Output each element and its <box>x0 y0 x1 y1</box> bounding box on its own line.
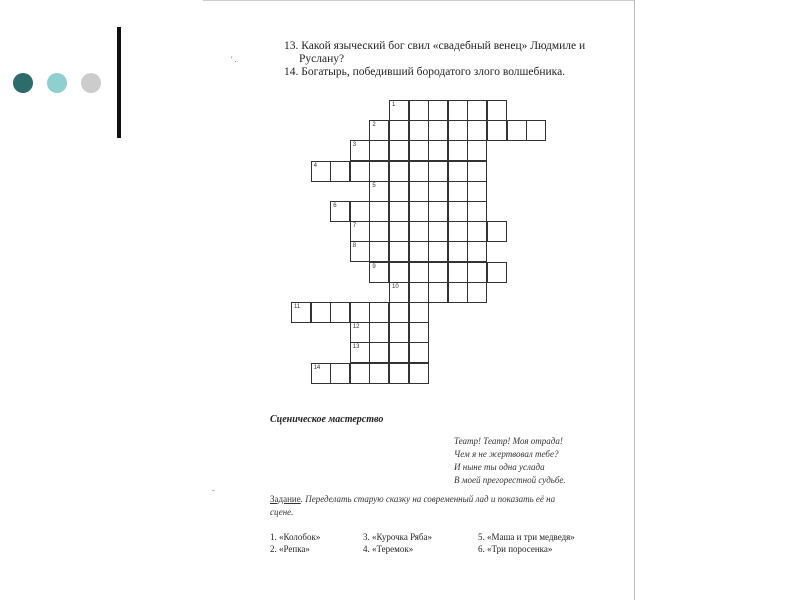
crossword-cell <box>428 120 448 141</box>
crossword-cell <box>428 161 448 182</box>
crossword-cell <box>369 342 389 363</box>
question-13-cont: Руслану? <box>299 53 345 65</box>
crossword-cell <box>467 262 487 283</box>
crossword-cell <box>330 363 350 384</box>
crossword-cell <box>311 302 331 323</box>
poem-line-2: Чем я не жертвовал тебе? <box>454 449 559 459</box>
crossword-cell <box>389 262 409 283</box>
crossword-cell <box>369 140 389 161</box>
crossword-cell <box>350 363 370 384</box>
crossword-clue-number: 1 <box>392 102 396 108</box>
crossword-clue-number: 14 <box>313 364 321 371</box>
story-1: 1. «Колобок» <box>270 532 321 542</box>
scan-speck: - <box>212 486 215 495</box>
crossword-cell <box>428 241 448 262</box>
crossword-cell <box>467 161 487 182</box>
crossword-cell <box>409 120 429 141</box>
crossword-cell <box>467 120 487 141</box>
crossword-cell <box>350 302 370 323</box>
crossword-clue-number: 10 <box>392 283 399 290</box>
crossword-cell <box>330 161 350 182</box>
crossword-cell <box>389 363 409 384</box>
crossword-cell <box>448 100 468 121</box>
task-label: Задание <box>270 494 301 504</box>
crossword-cell <box>330 302 350 323</box>
crossword-cell <box>409 161 429 182</box>
task-text-line-1: . Переделать старую сказку на современный лад и показать её на <box>300 494 556 504</box>
story-5: 5. «Маша и три медведя» <box>478 532 575 542</box>
crossword-cell <box>369 201 389 222</box>
crossword-cell <box>389 201 409 222</box>
crossword-cell <box>389 221 409 242</box>
crossword-cell <box>448 140 468 161</box>
crossword-cell <box>409 322 429 343</box>
crossword-cell <box>409 241 429 262</box>
crossword-cell <box>428 100 448 121</box>
crossword-cell <box>389 120 409 141</box>
crossword-cell <box>448 241 468 262</box>
crossword-cell <box>487 221 507 242</box>
crossword-cell <box>369 363 389 384</box>
crossword-cell <box>350 201 370 222</box>
crossword-clue-number: 13 <box>352 344 360 351</box>
scan-speck: ' . <box>231 55 237 64</box>
poem-line-1: Театр! Театр! Моя отрада! <box>454 436 563 446</box>
poem-line-4: В моей прегорестной судьбе. <box>454 475 566 485</box>
crossword-cell <box>369 221 389 242</box>
crossword-cell <box>409 302 429 323</box>
crossword-clue-number: 8 <box>352 243 357 250</box>
section-title: Сценическое мастерство <box>270 414 384 425</box>
crossword-cell <box>389 140 409 161</box>
crossword-cell <box>389 181 409 202</box>
crossword-cell <box>467 282 487 303</box>
crossword-clue-number: 4 <box>313 162 317 169</box>
poem-line-3: И ныне ты одна услада <box>454 462 545 472</box>
crossword-cell <box>409 342 429 363</box>
crossword-clue-number: 12 <box>352 324 360 331</box>
crossword-cell <box>350 161 370 182</box>
crossword-cell <box>389 342 409 363</box>
crossword-cell <box>448 221 468 242</box>
crossword-cell <box>409 363 429 384</box>
crossword-cell <box>448 120 468 141</box>
crossword-clue-number: 2 <box>372 122 376 129</box>
crossword-cell <box>428 140 448 161</box>
crossword-cell <box>467 181 487 202</box>
crossword-cell <box>507 120 527 141</box>
crossword-cell <box>487 120 507 141</box>
crossword-cell <box>409 282 429 303</box>
crossword-clue-number: 7 <box>352 223 357 230</box>
crossword-cell <box>389 161 409 182</box>
crossword-cell <box>369 322 389 343</box>
crossword-cell <box>409 140 429 161</box>
crossword-cell <box>369 241 389 262</box>
crossword-cell <box>409 262 429 283</box>
crossword-cell <box>526 120 546 141</box>
crossword-cell <box>428 221 448 242</box>
question-14: 14. Богатырь, победивший бородатого злого волшебника. <box>284 66 566 78</box>
crossword-cell <box>487 262 507 283</box>
crossword-cell <box>409 100 429 121</box>
crossword-clue-number: 6 <box>333 203 337 209</box>
crossword-cell <box>467 140 487 161</box>
crossword-clue-number: 3 <box>352 142 357 149</box>
crossword-cell <box>467 241 487 262</box>
crossword-cell <box>448 181 468 202</box>
story-2: 2. «Репка» <box>270 544 310 554</box>
crossword-cell <box>428 282 448 303</box>
crossword-cell <box>369 161 389 182</box>
crossword-cell <box>409 201 429 222</box>
crossword-cell <box>409 181 429 202</box>
crossword-cell <box>428 201 448 222</box>
crossword-cell <box>448 201 468 222</box>
crossword-cell <box>428 262 448 283</box>
task-text-line-2: сцене. <box>270 507 294 517</box>
crossword-clue-number: 9 <box>372 263 376 270</box>
crossword-cell <box>467 201 487 222</box>
crossword-cell <box>487 100 507 121</box>
crossword-clue-number: 11 <box>294 304 301 310</box>
crossword-cell <box>369 302 389 323</box>
crossword-cell <box>448 161 468 182</box>
crossword-cell <box>467 221 487 242</box>
crossword-cell <box>448 262 468 283</box>
crossword-cell <box>389 241 409 262</box>
story-4: 4. «Теремок» <box>363 544 414 554</box>
question-13: 13. Какой языческий бог свил «свадебный венец» Людмиле и <box>284 40 586 52</box>
story-6: 6. «Три поросенка» <box>478 544 553 554</box>
crossword-cell <box>428 181 448 202</box>
story-3: 3. «Курочка Ряба» <box>363 532 432 542</box>
crossword-clue-number: 5 <box>372 182 376 189</box>
crossword-cell <box>409 221 429 242</box>
crossword-cell <box>389 302 409 323</box>
task-text <box>270 494 555 504</box>
crossword-cell <box>389 322 409 343</box>
crossword-cell <box>467 100 487 121</box>
crossword-cell <box>448 282 468 303</box>
